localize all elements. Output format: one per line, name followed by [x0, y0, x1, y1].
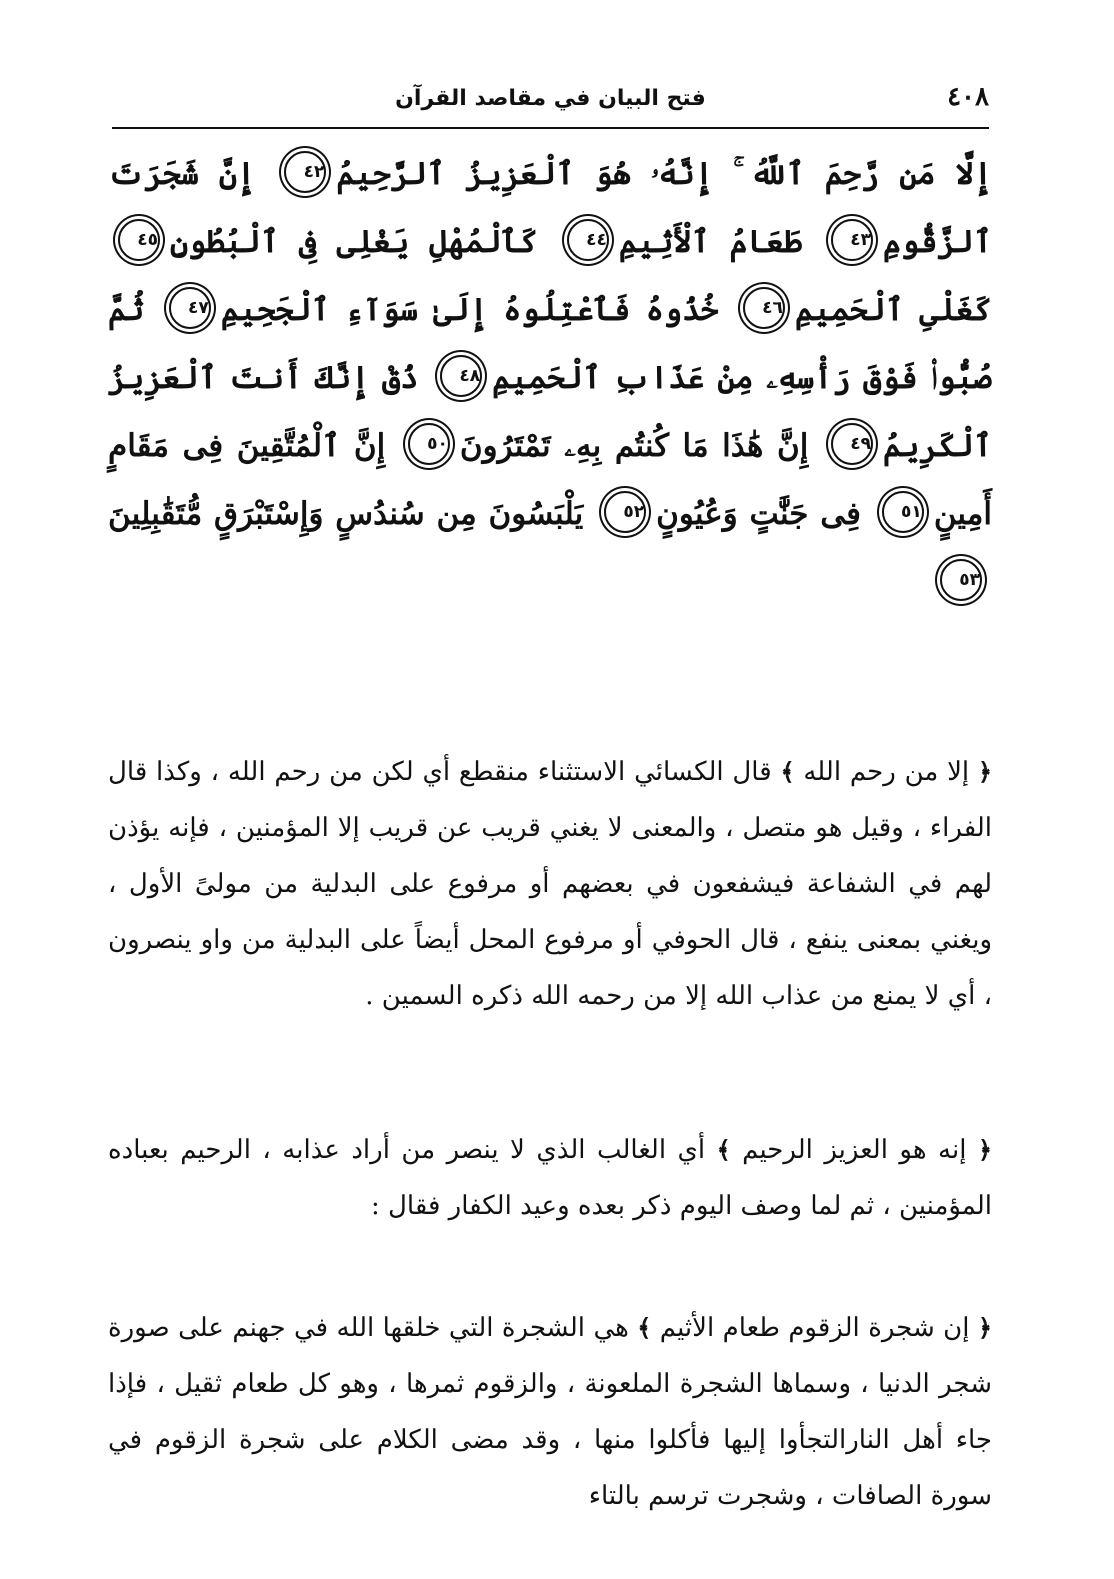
- ayah-number-marker: ٤٢: [284, 151, 326, 193]
- quoted-verse: إنه هو العزيز الرحيم: [742, 1135, 967, 1165]
- verse-text: خُذُوهُ فَٱعْتِلُوهُ إِلَىٰ سَوَآءِ ٱلْجَحِيمِ: [220, 292, 719, 328]
- ornate-bracket-open: ﴿: [977, 757, 993, 786]
- ornate-bracket-close: ﴾: [637, 1313, 652, 1342]
- verse-text: إِنَّ هَٰذَا مَا كُنتُم بِهِۦ تَمْتَرُونَ: [459, 428, 809, 464]
- commentary-text: هي الشجرة التي خلقها الله في جهنم على صورة شجر الدنيا ، وسماها الشجرة الملعونة ، والزقوم ثمرها ، وهو كل طعام ثقيل ، فإذا جاء أهل النارالتجأوا إليها فأكلوا منها ، وقد مضى الكلام على شجرة الزقوم في سورة الصافات ، وشجرت ترسم بالتاء: [108, 1313, 992, 1511]
- verse-text: ذُقْ إِنَّكَ أَنتَ ٱلْعَزِيزُ ٱلْكَرِيمُ: [108, 360, 993, 464]
- ornate-bracket-close: ﴾: [780, 757, 795, 786]
- verse-text: ثُمَّ صُبُّوا۟ فَوْقَ رَأْسِهِۦ مِنْ عَذَابِ ٱلْحَمِيمِ: [108, 292, 993, 396]
- verse-text: كَغَلْىِ ٱلْحَمِيمِ: [794, 292, 993, 328]
- commentary-text: أي الغالب الذي لا ينصر من أراد عذابه ، الرحيم بعباده المؤمنين ، ثم لما وصف اليوم ذكر بعده وعيد الكفار فقال :: [108, 1135, 992, 1221]
- commentary-paragraph: [108, 744, 992, 1024]
- verse-text: فِى جَنَّٰتٍ وَعُيُونٍ: [656, 496, 861, 532]
- ayah-number-marker: ٤٥: [118, 219, 160, 261]
- running-title: فتح البيان في مقاصد القرآن: [395, 86, 706, 111]
- ayah-number-marker: ٤٦: [743, 287, 785, 329]
- ayah-number-marker: ٤٣: [831, 219, 873, 261]
- ornate-bracket-open: ﴿: [977, 1313, 992, 1342]
- commentary-paragraph: [108, 1122, 992, 1234]
- page-header: [112, 82, 989, 126]
- verse-text: إِنَّ شَجَرَتَ ٱلزَّقُّومِ: [108, 156, 992, 260]
- ayah-number-marker: ٤٧: [169, 287, 211, 329]
- quran-verses-block: [108, 140, 992, 616]
- ayah-number-marker: ٥٢: [604, 491, 646, 533]
- page-number: ٤٠٨: [947, 82, 989, 112]
- ayah-number-marker: ٤٨: [440, 355, 482, 397]
- verse-text: إِلَّا مَن رَّحِمَ ٱللَّهُ ۚ إِنَّهُۥ هُوَ ٱلْعَزِيزُ ٱلرَّحِيمُ: [336, 156, 992, 192]
- quoted-verse: إلا من رحم الله: [803, 757, 970, 787]
- ornate-bracket-open: ﴿: [977, 1135, 992, 1164]
- header-divider: [112, 127, 989, 129]
- ayah-number-marker: ٥٣: [940, 559, 982, 601]
- ornate-bracket-close: ﴾: [716, 1135, 731, 1164]
- ayah-number-marker: ٤٤: [567, 219, 609, 261]
- ayah-number-marker: ٥٠: [408, 423, 450, 465]
- commentary-paragraph: [108, 1300, 992, 1524]
- verse-text: يَلْبَسُونَ مِن سُندُسٍ وَإِسْتَبْرَقٍ مُّتَقَٰبِلِينَ: [108, 496, 584, 532]
- quoted-verse: إن شجرة الزقوم طعام الأثيم: [659, 1313, 970, 1343]
- commentary-text: قال الكسائي الاستثناء منقطع أي لكن من رحم الله ، وكذا قال الفراء ، وقيل هو متصل ، والمعنى لا يغني قريب عن قريب إلا المؤمنين ، فإنه يؤذن لهم في الشفاعة فيشفعون في بعضهم أو مرفوع على البدلية من مولىً الأول ، ويغني بمعنى ينفع ، قال الحوفي أو مرفوع المحل أيضاً على البدلية من واو ينصرون ، أي لا يمنع من عذاب الله إلا من رحمه الله ذكره السمين .: [108, 757, 992, 1011]
- verse-text: كَٱلْمُهْلِ يَغْلِى فِى ٱلْبُطُونِ: [170, 224, 539, 260]
- ayah-number-marker: ٥١: [882, 491, 924, 533]
- verse-text: طَعَامُ ٱلْأَثِيمِ: [618, 224, 803, 260]
- ayah-number-marker: ٤٩: [831, 423, 873, 465]
- verse-text: إِنَّ ٱلْمُتَّقِينَ فِى مَقَامٍ أَمِينٍ: [108, 428, 992, 532]
